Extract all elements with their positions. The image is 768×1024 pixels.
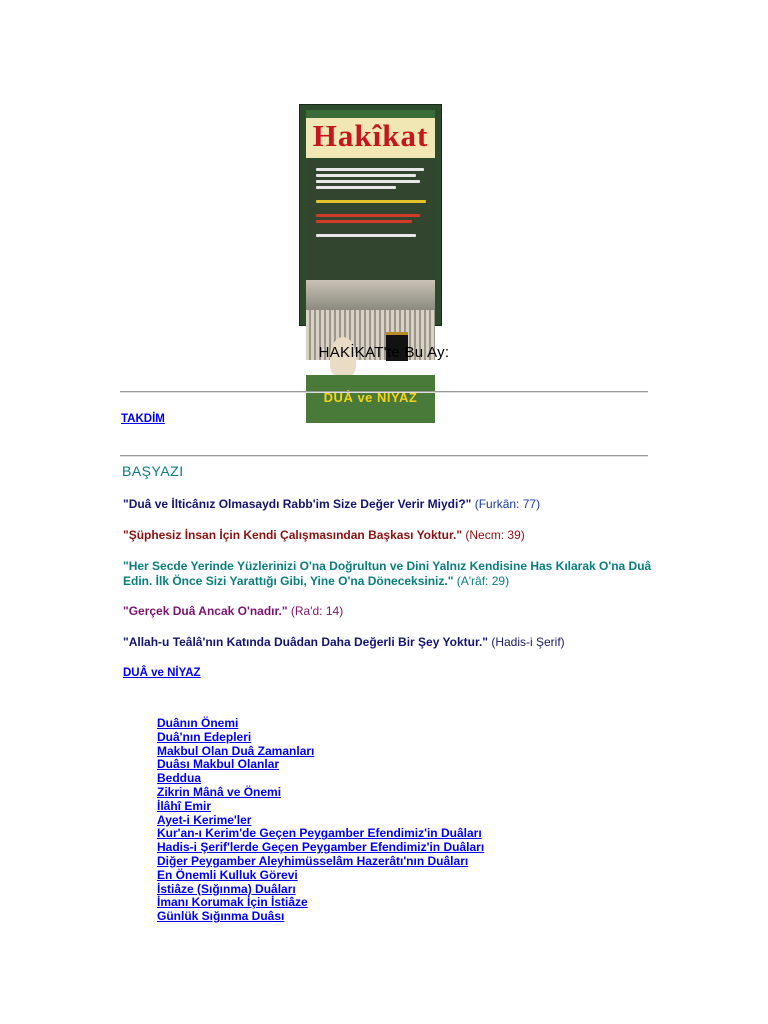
toc-link[interactable]: Günlük Sığınma Duâsı [157, 909, 285, 924]
toc-item [157, 855, 484, 869]
toc-item [157, 731, 484, 745]
cover-title: DUÂ ve NİYAZ [323, 390, 418, 405]
table-of-contents [157, 717, 484, 924]
cover-sky [306, 280, 435, 310]
toc-link[interactable]: En Önemli Kulluk Görevi [157, 867, 298, 882]
entry-reference: (Necm: 39) [465, 528, 525, 542]
toc-link[interactable]: Duâsı Makbul Olanlar [157, 757, 280, 772]
toc-link[interactable]: Diğer Peygamber Aleyhimüsselâm Hazerâtı'nın Duâları [157, 853, 469, 868]
cover-text-line [316, 234, 416, 237]
toc-item [157, 772, 484, 786]
entry-quote: "Duâ ve İlticânız Olmasaydı Rabb'im Size Değer Verir Miydi?" [123, 497, 472, 511]
toc-item [157, 758, 484, 772]
cover-logo: Hakîkat [312, 118, 429, 153]
toc-item [157, 745, 484, 759]
cover-text-line [316, 220, 412, 223]
page-title: HAKİKAT'te Bu Ay: [318, 344, 450, 361]
entry-quote: "Gerçek Duâ Ancak O'nadır." [123, 604, 288, 618]
entry-quote: "Allah-u Teâlâ'nın Katında Duâdan Daha Değerli Bir Şey Yoktur." [123, 635, 488, 649]
cover-text-line [316, 180, 420, 183]
divider [120, 455, 648, 457]
cover-text-panel [306, 160, 435, 280]
toc-item [157, 827, 484, 841]
toc-item [157, 814, 484, 828]
toc-item [157, 896, 484, 910]
entry-reference: (A'râf: 29) [456, 574, 510, 588]
entry-reference: (Hadis-i Şerif) [491, 635, 565, 649]
toc-link[interactable]: İstiâze (Sığınma) Duâları [157, 881, 296, 896]
section-heading: BAŞYAZI [122, 463, 184, 479]
toc-link[interactable]: Duâ'nın Edepleri [157, 729, 252, 744]
toc-item [157, 717, 484, 731]
cover-text-line [316, 214, 420, 217]
entry-reference: (Furkân: 77) [474, 497, 541, 511]
entry-quote: "Şüphesiz İnsan İçin Kendi Çalışmasından Başkası Yoktur." [123, 528, 463, 542]
toc-link[interactable]: Kur'an-ı Kerim'de Geçen Peygamber Efendimiz'in Duâları [157, 826, 482, 841]
toc-item [157, 841, 484, 855]
cover-text-line [316, 174, 416, 177]
editorial-entry [123, 528, 653, 543]
divider [120, 391, 648, 393]
takdim-link[interactable]: TAKDİM [121, 413, 165, 425]
toc-link[interactable]: Zikrin Mânâ ve Önemi [157, 784, 282, 799]
editorial-entry [123, 559, 653, 589]
editorial-entry [123, 604, 653, 619]
dua-niyaz-link[interactable]: DUÂ ve NİYAZ [123, 667, 201, 679]
cover-banner [306, 118, 435, 158]
cover-text-line [316, 186, 396, 189]
editorial-entry [123, 635, 653, 650]
toc-link[interactable]: Beddua [157, 771, 202, 786]
toc-item [157, 800, 484, 814]
entry-reference: (Ra'd: 14) [290, 604, 344, 618]
editorial-entry [123, 497, 653, 512]
entry-quote: "Her Secde Yerinde Yüzlerinizi O'na Doğrultun ve Dini Yalnız Kendisine Has Kılarak O'na Duâ Edin. İlk Önce Sizi Yarattığı Gibi, Yine O'na Döneceksiniz." [123, 559, 652, 588]
toc-item [157, 869, 484, 883]
toc-link[interactable]: Duânın Önemi [157, 716, 239, 730]
cover-text-line [316, 168, 424, 171]
toc-link[interactable]: Hadis-i Şerif'lerde Geçen Peygamber Efendimiz'in Duâları [157, 840, 485, 855]
cover-text-line [316, 200, 426, 203]
toc-link[interactable]: Ayet-i Kerime'ler [157, 812, 252, 827]
cover-top-band [306, 110, 435, 118]
toc-item [157, 786, 484, 800]
toc-link[interactable]: İmanı Korumak İçin İstiâze [157, 895, 308, 910]
toc-link[interactable]: İlâhî Emir [157, 798, 212, 813]
toc-item [157, 910, 484, 924]
toc-link[interactable]: Makbul Olan Duâ Zamanları [157, 743, 315, 758]
